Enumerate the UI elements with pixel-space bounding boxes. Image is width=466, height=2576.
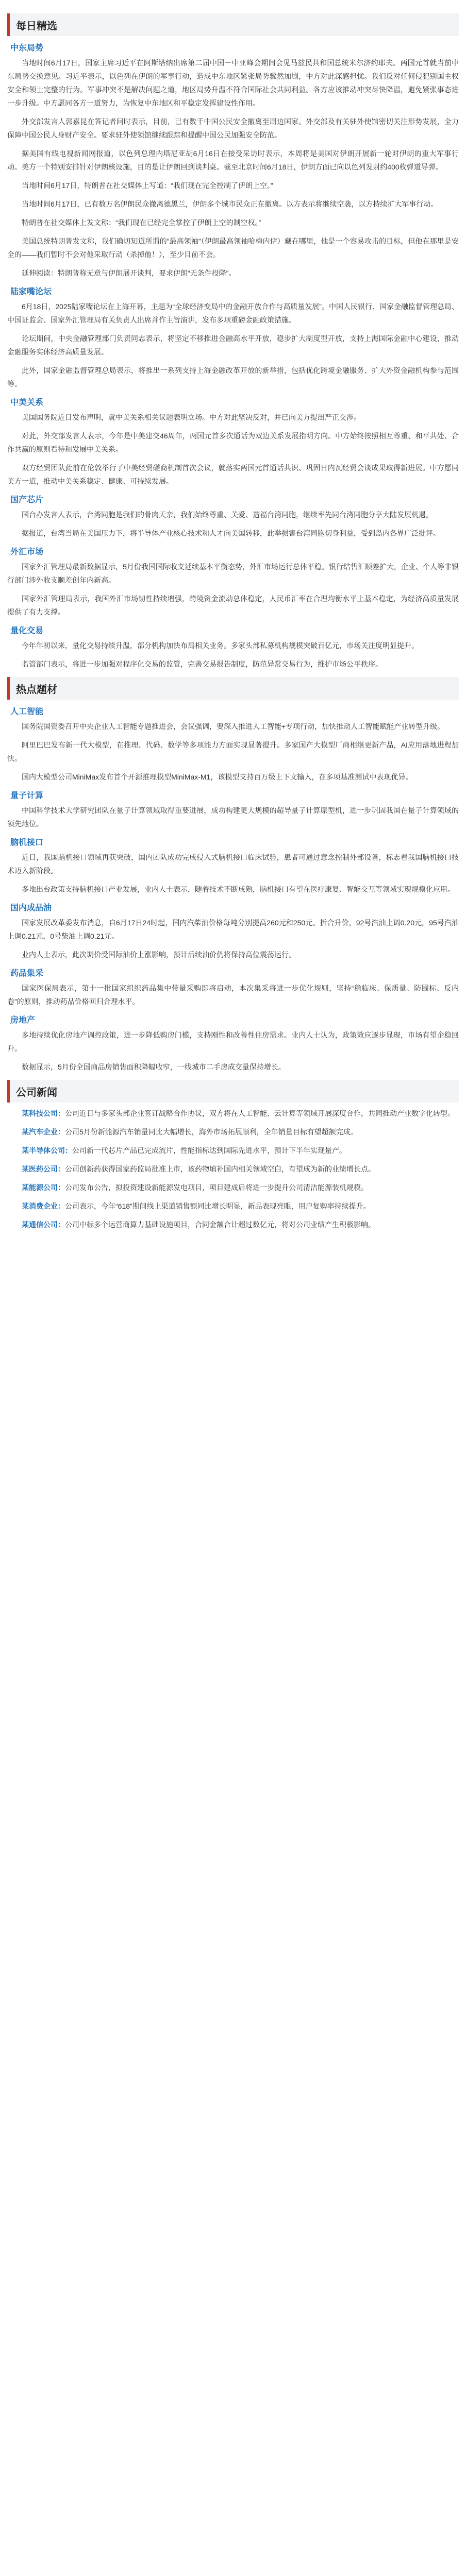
company-news-text: 公司表示，今年“618”期间线上渠道销售额同比增长明显，新品表现亮眼，用户复购率持续提升。: [65, 1202, 371, 1210]
paragraph: 当地时间6月17日，已有数万名伊朗民众撤离德黑兰，伊朗多个城市民众正在撤离。以方表示将继续空袭，以方持续扩大军事行动。: [22, 200, 438, 208]
company-news-text: 公司创新药获得国家药监局批准上市，该药物填补国内相关领域空白，有望成为新的业绩增长点。: [65, 1165, 375, 1173]
paragraph: 6月18日，2025陆家嘴论坛在上海开幕，主题为“全球经济变局中的金融开放合作与高质量发展”。中国人民银行、国家金融监督管理总局、中国证监会、国家外汇管理局有关负责人出席并作主旨演讲，发布多项重磅金融政策措施。: [7, 302, 459, 324]
paragraph: 国家外汇管理局表示，我国外汇市场韧性持续增强，跨境资金流动总体稳定，人民币汇率在合理均衡水平上基本稳定，为经济高质量发展提供了有力支撑。: [7, 595, 459, 616]
section-title: 每日精选: [16, 20, 57, 32]
company-name: 某能源公司：: [22, 1183, 65, 1192]
paragraph: 外交部发言人郭嘉昆在答记者问时表示，目前，已有数千中国公民安全撤离至周边国家。外交部及有关驻外使馆密切关注形势发展，全力保障中国公民人身财产安全。要求驻外使领馆继续跟踪和提醒中国公民加强安全防范。: [7, 117, 459, 139]
block-company-news: [7, 1107, 459, 1231]
company-news-text: 公司5月份新能源汽车销量同比大幅增长，海外市场拓展顺利，全年销量目标有望超额完成。: [65, 1128, 358, 1136]
company-news-text: 公司中标多个运营商算力基础设施项目，合同金额合计超过数亿元，将对公司业绩产生积极影响。: [65, 1221, 375, 1229]
sub-title: 中美关系: [10, 398, 44, 407]
company-name: 某医药公司：: [22, 1165, 65, 1173]
paragraph: 国家医保局表示，第十一批国家组织药品集中带量采购即将启动，本次集采将进一步优化规则，坚持“稳临床、保质量、防围标、反内卷”的原则，推动药品价格回归合理水平。: [7, 984, 459, 1006]
paragraph: 国家发展改革委发布消息，自6月17日24时起，国内汽柴油价格每吨分别提高260元和250元。折合升价，92号汽油上调0.20元，95号汽油上调0.21元，0号柴油上调0.21元。: [7, 919, 459, 940]
company-news-item: [7, 1125, 459, 1139]
company-name: 某半导体公司：: [22, 1146, 72, 1155]
sub-title: 房地产: [10, 1016, 36, 1025]
paragraph: 据报道，台湾当局在美国压力下，将半导体产业核心技术和人才向美国转移，此举损害台湾同胞切身利益，受到岛内各界广泛批评。: [22, 529, 440, 537]
paragraph: 特朗普在社交媒体上发文称：“我们现在已经完全掌控了伊朗上空的制空权。”: [22, 218, 261, 227]
block-china-us: [7, 396, 459, 488]
paragraph: 美国国务院近日发布声明，就中美关系相关议题表明立场。中方对此坚决反对，并已向美方提出严正交涉。: [22, 413, 361, 421]
paragraph: 多地出台政策支持脑机接口产业发展，业内人士表示，随着技术不断成熟，脑机接口有望在医疗康复、智能交互等领域实现规模化应用。: [22, 885, 455, 893]
paragraph: 美国总统特朗普发文称，我们确切知道所谓的“最高领袖”（伊朗最高领袖哈梅内伊）藏在哪里，他是一个容易攻击的目标，但他在那里是安全的——我们暂时不会对他采取行动（杀掉他！），至少目前不会。: [7, 237, 459, 259]
block-property: [7, 1013, 459, 1074]
company-news-item: [7, 1162, 459, 1176]
sub-title: 中东局势: [10, 44, 44, 53]
paragraph: 监管部门表示，将进一步加强对程序化交易的监管，完善交易报告制度，防范异常交易行为，维护市场公平秩序。: [22, 660, 382, 668]
paragraph: 此外，国家金融监督管理总局表示，将推出一系列支持上海金融改革开放的新举措，包括优化跨境金融服务、扩大外资金融机构参与范围等。: [7, 366, 459, 388]
paragraph: 国务院国资委召开中央企业人工智能专题推进会，会议强调，要深入推进人工智能+专项行动，加快推动人工智能赋能产业转型升级。: [22, 722, 445, 731]
paragraph: 当地时间6月17日，特朗普在社交媒体上写道：“我们现在完全控制了伊朗上空。”: [22, 181, 273, 190]
block-quant: [7, 624, 459, 671]
paragraph: 业内人士表示，此次调价受国际油价上涨影响，预计后续油价仍将保持高位震荡运行。: [22, 951, 296, 959]
block-pharma: [7, 967, 459, 1008]
sub-title: 外汇市场: [10, 548, 44, 556]
block-chips: [7, 493, 459, 540]
company-name: 某科技公司：: [22, 1109, 65, 1117]
paragraph: 近日，我国脑机接口领域再获突破，国内团队成功完成侵入式脑机接口临床试验，患者可通过意念控制外部设备，标志着我国脑机接口技术迈入新阶段。: [7, 853, 459, 875]
sub-title: 药品集采: [10, 969, 44, 978]
company-name: 某通信公司：: [22, 1221, 65, 1229]
sub-title: 陆家嘴论坛: [10, 287, 52, 296]
block-forex: [7, 545, 459, 619]
paragraph: 双方经贸团队此前在伦敦举行了中美经贸磋商机制首次会议，就落实两国元首通话共识、巩固日内瓦经贸会谈成果取得新进展。中方愿同美方一道，推动中美关系稳定、健康、可持续发展。: [7, 464, 459, 485]
sub-title: 人工智能: [10, 707, 44, 716]
paragraph: 据美国有线电视新闻网报道，以色列总理内塔尼亚胡6月16日在接受采访时表示，本周将是美国对伊朗开展新一轮对伊朗的重大军事行动。美方一个特别安排针对伊朗核设施，目的是让伊朗回到谈判桌。截至北京时间6月18日，伊朗方面已向以色列发射约400枚弹道导弹。: [7, 149, 459, 171]
company-name: 某汽车企业：: [22, 1128, 65, 1136]
sub-title: 脑机接口: [10, 838, 44, 847]
paragraph: 当地时间6月17日，国家主席习近平在阿斯塔纳出席第二届中国－中亚峰会期间会见马兹民共和国总统米尔济约耶夫。两国元首就当前中东局势交换意见。习近平表示，以色列在伊朗的军事行动，造成中东地区紧张局势骤然加剧，中方对此深感担忧。我们反对任何侵犯别国主权安全和领土完整的行为。军事冲突不是解决问题之道，地区局势升温不符合国际社会共同利益。各方应该推动冲突尽快降温，避免紧张事态进一步升级。中方愿同各方一道努力，为恢复中东地区和平稳定发挥建设性作用。: [7, 59, 459, 107]
paragraph: 阿里巴巴发布新一代大模型，在推理、代码、数学等多项能力方面实现显著提升。多家国产大模型厂商相继更新产品，AI应用落地进程加快。: [7, 741, 459, 762]
company-news-text: 公司新一代芯片产品已完成流片，性能指标达到国际先进水平，预计下半年实现量产。: [72, 1146, 346, 1155]
paragraph: 中国科学技术大学研究团队在量子计算领域取得重要进展，成功构建更大规模的超导量子计算原型机，进一步巩固我国在量子计算领域的领先地位。: [7, 806, 459, 828]
sub-title: 国内成品油: [10, 904, 52, 912]
company-news-item: [7, 1107, 459, 1120]
paragraph: 论坛期间，中央金融管理部门负责同志表示，将坚定不移推进金融高水平开放，稳步扩大制度型开放，支持上海国际金融中心建设，推动金融服务实体经济高质量发展。: [7, 334, 459, 356]
block-brain: [7, 836, 459, 896]
company-news-item: [7, 1218, 459, 1231]
paragraph: 多地持续优化房地产调控政策，进一步降低购房门槛，支持刚性和改善性住房需求。业内人士认为，政策效应逐步显现，市场有望企稳回升。: [7, 1031, 459, 1053]
paragraph: 国家外汇管理局最新数据显示，5月份我国国际收支延续基本平衡态势，外汇市场运行总体平稳。银行结售汇顺差扩大，企业、个人等非银行部门涉外收支顺差创年内新高。: [7, 563, 459, 584]
paragraph: 对此，外交部发言人表示，今年是中美建交46周年，两国元首多次通话为双边关系发展指明方向。中方始终按照相互尊重、和平共处、合作共赢的原则看待和发展中美关系。: [7, 432, 459, 453]
sub-title: 量化交易: [10, 626, 44, 635]
paragraph: 延伸阅读：特朗普称无意与伊朗展开谈判，要求伊朗“无条件投降”。: [22, 269, 236, 277]
page: [0, 0, 466, 1249]
section-title: 热点题材: [16, 684, 57, 696]
sub-title: 量子计算: [10, 791, 44, 800]
block-oil: [7, 901, 459, 961]
section-header-daily: [7, 13, 459, 36]
block-ai: [7, 705, 459, 784]
section-header-hot: [7, 677, 459, 700]
company-news-item: [7, 1181, 459, 1194]
company-news-item: [7, 1199, 459, 1213]
company-news-text: 公司近日与多家头部企业签订战略合作协议，双方将在人工智能、云计算等领域开展深度合作，共同推动产业数字化转型。: [65, 1109, 455, 1117]
sub-title: 国产芯片: [10, 496, 44, 504]
block-middle-east: [7, 41, 459, 280]
paragraph: 国台办发言人表示，台湾同胞是我们的骨肉天亲，我们始终尊重、关爱、造福台湾同胞，继续率先同台湾同胞分享大陆发展机遇。: [22, 511, 433, 519]
company-news-item: [7, 1144, 459, 1157]
paragraph: 国内大模型公司MiniMax发布首个开源推理模型MiniMax-M1，该模型支持百万级上下文输入，在多项基准测试中表现优异。: [22, 773, 413, 781]
paragraph: 今年年初以来，量化交易持续升温，部分机构加快布局相关业务。多家头部私募机构规模突破百亿元，市场关注度明显提升。: [22, 641, 419, 650]
company-news-text: 公司发布公告，拟投资建设新能源发电项目，项目建成后将进一步提升公司清洁能源装机规模。: [65, 1183, 368, 1192]
block-quantum: [7, 789, 459, 831]
paragraph: 数据显示，5月份全国商品房销售面积降幅收窄，一线城市二手房成交量保持增长。: [22, 1063, 286, 1071]
section-title: 公司新闻: [16, 1087, 57, 1098]
section-header-company: [7, 1080, 459, 1103]
company-name: 某消费企业：: [22, 1202, 65, 1210]
block-forum: [7, 285, 459, 391]
